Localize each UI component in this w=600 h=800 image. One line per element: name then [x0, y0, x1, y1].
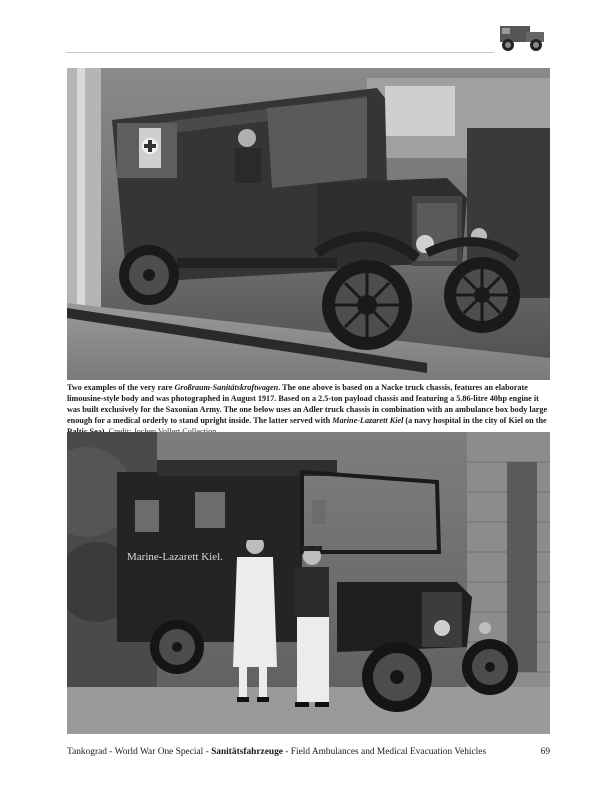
caption-text-3: (a navy hospital in the city of Kiel on the: [405, 416, 547, 425]
header-vehicle-thumbnail: [494, 20, 550, 54]
caption-text-1: Two examples of the very rare: [67, 383, 175, 392]
footer-title-bold: Sanitätsfahrzeuge: [211, 747, 283, 757]
caption-vehicle-name: Großraum-Sanitätskraftwagen: [174, 383, 279, 392]
footer-title: [67, 747, 486, 757]
page-number: 69: [540, 747, 550, 757]
header-rule: [66, 52, 494, 53]
photo-nacke-ambulance: [67, 68, 550, 380]
footer-subtitle: - Field Ambulances and Medical Evacuation Vehicles: [282, 747, 487, 757]
caption-text-2: . The one above is based on a Nacke truck chassis, features an elaborate limousine-style body and was photographed in August 1917. Based on a 2.5-ton payload chassis and featuring a 5.86-litre 40hp engine it was built exclusively for the Saxonian Army. The one below uses an Adler truck chassis in combination with an ambulance box body large enough for a medical orderly to stand upright inside. The latter served with: [67, 383, 548, 425]
photo-adler-ambulance-kiel: [67, 432, 550, 734]
caption-unit-name: Marine-Lazarett Kiel: [332, 416, 404, 425]
vehicle-sign-text: Marine-Lazarett Kiel.: [127, 551, 223, 563]
footer-series: Tankograd - World War One Special -: [67, 747, 212, 757]
page-footer: [67, 747, 550, 761]
photo-caption: [67, 382, 550, 437]
